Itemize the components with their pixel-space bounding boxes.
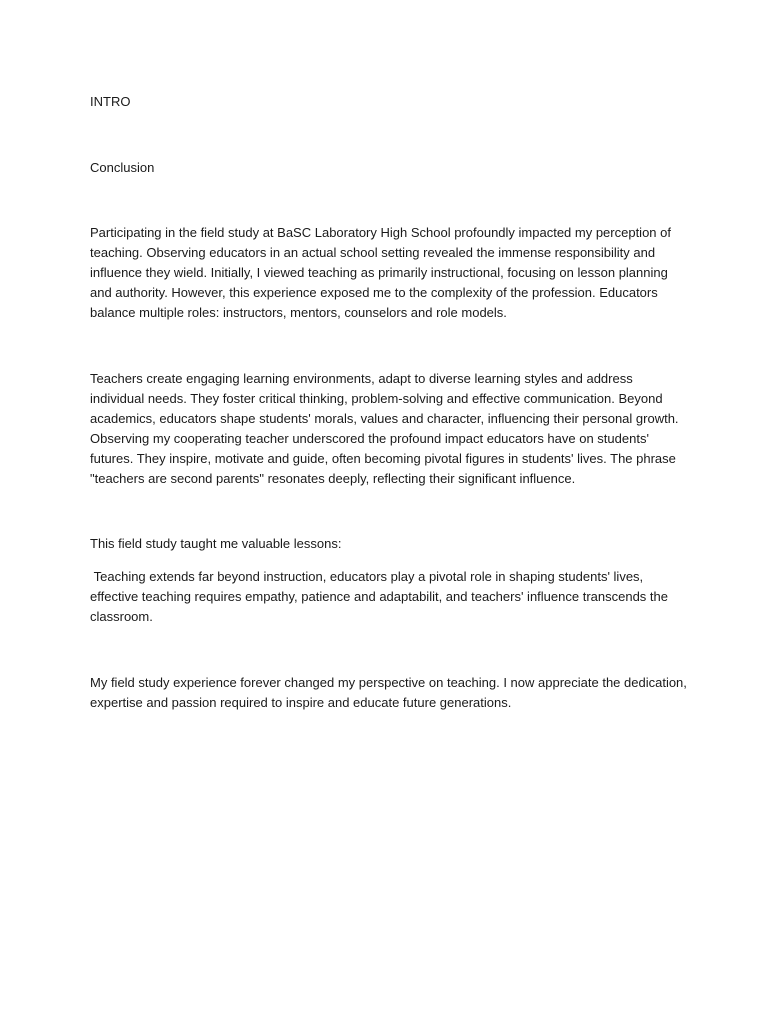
paragraph-teacher-roles: Teachers create engaging learning environments, adapt to diverse learning styles and address individual needs. They foster critical thinking, problem-solving and effective communication. Beyond academics, educators shape students' morals, values and character, influencing their personal growth. Observing my cooperating teacher underscored the profound impact educators have on students' futures. They inspire, motivate and guide, often becoming pivotal figures in students' lives. The phrase "teachers are second parents" resonates deeply, reflecting their significant influence.: [90, 371, 679, 486]
paragraph-field-study-impact: Participating in the field study at BaSC Laboratory High School profoundly impacted my perception of teaching. Observing educators in an actual school setting revealed the immense responsibility and influence they wield. Initially, I viewed teaching as primarily instructional, focusing on lesson planning and authority. However, this experience exposed me to the complexity of the profession. Educators balance multiple roles: instructors, mentors, counselors and role models.: [90, 225, 671, 320]
conclusion-heading: Conclusion: [90, 160, 155, 175]
paragraph-lessons-intro: This field study taught me valuable lessons:: [90, 536, 342, 551]
intro-heading: INTRO: [90, 94, 131, 109]
document-body: [90, 92, 690, 713]
paragraph-lessons-list: Teaching extends far beyond instruction, educators play a pivotal role in shaping students' lives, effective teaching requires empathy, patience and adaptabilit, and teachers' influence transcends the classroom.: [90, 569, 672, 624]
paragraph-closing: My field study experience forever changed my perspective on teaching. I now appreciate the dedication, expertise and passion required to inspire and educate future generations.: [90, 675, 687, 710]
